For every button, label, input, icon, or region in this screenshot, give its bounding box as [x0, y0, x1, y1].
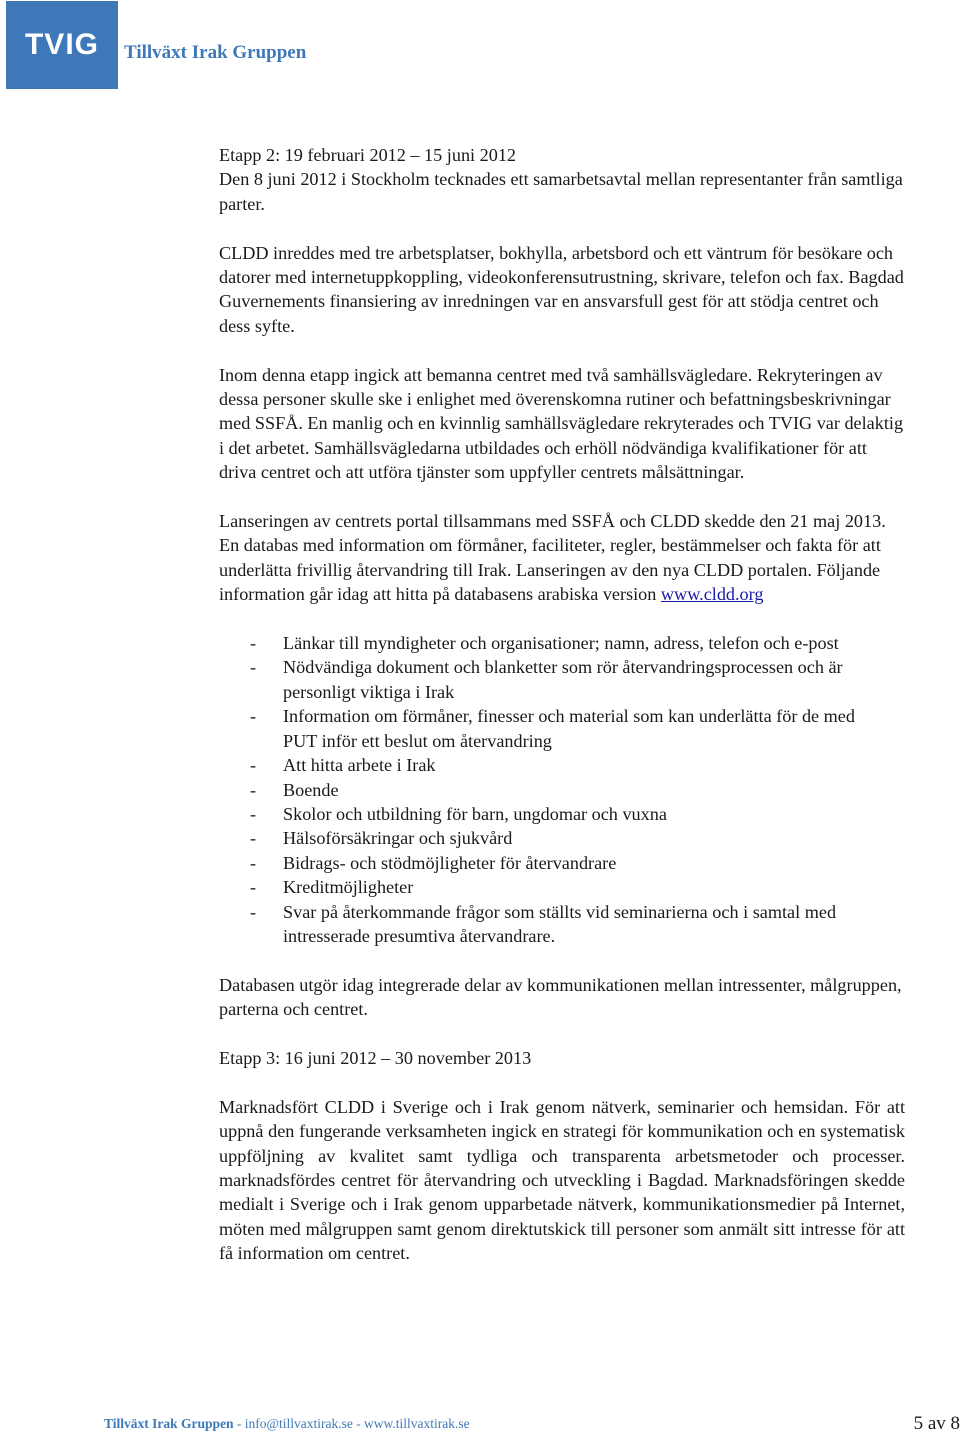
- paragraph-cldd-furnishing: CLDD inreddes med tre arbetsplatser, bokhylla, arbetsbord och ett väntrum för besökare och datorer med internetuppkoppling, videokonferensutrustning, skrivare, telefon och fax. Bagdad Guvernements finansiering av inredningen var en ansvarsfull gest för att stödja centret och dess syfte.: [219, 242, 904, 336]
- footer-contact: - info@tillvaxtirak.se - www.tillvaxtirak.se: [233, 1416, 470, 1431]
- list-item-text: Kreditmöjligheter: [283, 877, 414, 898]
- list-dash: -: [250, 852, 257, 873]
- portal-launch-text: Lanseringen av centrets portal tillsammans med SSFÅ och CLDD skedde den 21 maj 2013. En databas med information om förmåner, faciliteter, regler, bestämmelser och fakta för att underlätta frivillig återvandring till Irak. Lanseringen av den nya CLDD portalen. Följande information går idag att hitta på databasens arabiska version: [219, 511, 886, 605]
- list-dash: -: [250, 877, 257, 898]
- list-dash: -: [250, 633, 257, 654]
- etapp-2-heading: Etapp 2: 19 februari 2012 – 15 juni 2012: [219, 145, 517, 165]
- paragraph-database-role: Databasen utgör idag integrerade delar av kommunikationen mellan intressenter, målgruppen, parterna och centret.: [219, 974, 902, 1020]
- list-dash: -: [250, 901, 257, 922]
- page-footer: [104, 1416, 470, 1432]
- list-dash: -: [250, 779, 257, 800]
- paragraph-staffing: Inom denna etapp ingick att bemanna centret med två samhällsvägledare. Rekryteringen av dessa personer skulle ske i enlighet med överenskomna rutiner och befattningsbeskrivningar med SSFÅ. En manlig och en kvinnlig samhällsvägledare rekryterades och TVIG var delaktig i det arbetet. Samhällsvägledarna utbildades och erhöll nödvändiga kvalifikationer för att driva centret och att utföra tjänster som uppfyller centrets målsättningar.: [219, 364, 904, 483]
- list-item: [219, 826, 873, 850]
- list-dash: -: [250, 755, 257, 776]
- list-item: [219, 655, 873, 704]
- list-item-text: Bidrags- och stödmöjligheter för återvandrare: [283, 852, 617, 873]
- paragraph-etapp-2: [219, 143, 905, 216]
- list-item: [219, 802, 873, 826]
- etapp-2-text: Den 8 juni 2012 i Stockholm tecknades ett samarbetsavtal mellan representanter från samtliga parter.: [219, 169, 903, 214]
- tvig-logo: [6, 1, 118, 89]
- paragraph-marketing: Marknadsfört CLDD i Sverige och i Irak genom nätverk, seminarier och hemsidan. För att uppnå den fungerande verksamheten ingick en strategi för kommunikation och en systematisk uppföljning av kvalitet samt tydliga och transparenta arbetsmetoder och processer. marknadsfördes centret för återvandring och utveckling i Bagdad. Marknadsföringen skedde medialt i Sverige och i Irak genom upparbetade nätverk, kommunikationsmedier på Internet, möten med målgruppen samt genom direktutskick till personer som anmält sitt intresse för att få information om centret.: [219, 1096, 905, 1264]
- list-item-text: Att hitta arbete i Irak: [283, 755, 436, 776]
- list-item-text: Länkar till myndigheter och organisationer; namn, adress, telefon och e-post: [283, 633, 839, 654]
- list-item: [219, 778, 873, 802]
- list-dash: -: [250, 706, 257, 727]
- list-item-text: Skolor och utbildning för barn, ungdomar och vuxna: [283, 803, 667, 824]
- list-item: [219, 753, 873, 777]
- document-body: [219, 143, 905, 1290]
- list-item: [219, 900, 873, 949]
- logo-text: TVIG: [24, 28, 99, 61]
- footer-org-name: Tillväxt Irak Gruppen: [104, 1416, 234, 1431]
- list-item: [219, 704, 873, 753]
- list-item-text: Information om förmåner, finesser och material som kan underlätta för de med PUT inför ett beslut om återvandring: [283, 706, 855, 751]
- list-item-text: Hälsoförsäkringar och sjukvård: [283, 828, 513, 849]
- page-number: 5 av 8: [913, 1413, 960, 1434]
- database-info-list: [219, 631, 905, 948]
- list-dash: -: [250, 657, 257, 678]
- list-item: [219, 631, 873, 655]
- list-dash: -: [250, 828, 257, 849]
- list-item: [219, 851, 873, 875]
- list-item-text: Svar på återkommande frågor som ställts vid seminarierna och i samtal med intresserade presumtiva återvandrare.: [283, 901, 837, 946]
- list-item-text: Nödvändiga dokument och blanketter som rör återvandringsprocessen och är personligt viktiga i Irak: [283, 657, 843, 702]
- list-dash: -: [250, 803, 257, 824]
- list-item: [219, 875, 873, 899]
- organization-name: Tillväxt Irak Gruppen: [124, 42, 307, 63]
- cldd-link[interactable]: www.cldd.org: [660, 584, 764, 605]
- list-item-text: Boende: [283, 779, 339, 800]
- paragraph-portal-launch: [219, 509, 905, 607]
- etapp-3-heading: Etapp 3: 16 juni 2012 – 30 november 2013: [219, 1047, 532, 1068]
- page-header: [6, 0, 306, 90]
